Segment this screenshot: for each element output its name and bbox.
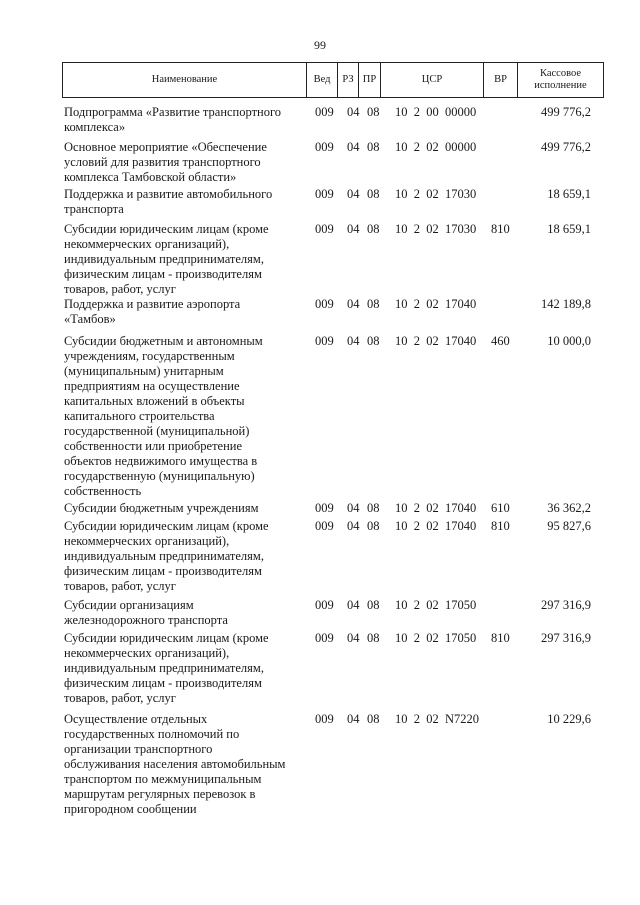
row-vr: 460 xyxy=(491,334,510,348)
row-ved: 009 xyxy=(315,297,334,311)
row-name: Субсидии юридическим лицам (кроме некоммерческих организаций), индивидуальным предпринимателям, физическим лицам - производителям товаров, работ, услуг xyxy=(64,519,269,593)
row-rz: 04 xyxy=(347,297,360,311)
header-rz: РЗ xyxy=(338,63,359,98)
row-ved: 009 xyxy=(315,631,334,645)
row-csr: 10 2 02 N7220 xyxy=(395,712,480,726)
row-pr: 08 xyxy=(367,140,380,154)
header-sum-line2: исполнение xyxy=(534,80,587,91)
row-csr: 10 2 02 00000 xyxy=(395,140,477,154)
row-name: Подпрограмма «Развитие транспортного комплекса» xyxy=(64,105,282,134)
row-sum: 297 316,9 xyxy=(541,598,591,612)
row-pr: 08 xyxy=(367,222,380,236)
row-ved: 009 xyxy=(315,712,334,726)
row-rz: 04 xyxy=(347,187,360,201)
row-csr: 10 2 02 17040 xyxy=(395,501,477,515)
row-rz: 04 xyxy=(347,140,360,154)
row-ved: 009 xyxy=(315,222,334,236)
row-sum: 10 000,0 xyxy=(547,334,591,348)
row-pr: 08 xyxy=(367,334,380,348)
row-sum: 10 229,6 xyxy=(547,712,591,726)
row-name: Основное мероприятие «Обеспечение условий для развития транспортного комплекса Тамбовской области» xyxy=(64,140,267,184)
table-header xyxy=(62,62,604,98)
row-vr: 810 xyxy=(491,519,510,533)
row-name: Субсидии юридическим лицам (кроме некоммерческих организаций), индивидуальным предпринимателям, физическим лицам - производителям товаров, работ, услуг xyxy=(64,222,269,296)
row-name: Субсидии организациям железнодорожного транспорта xyxy=(64,598,228,627)
row-pr: 08 xyxy=(367,501,380,515)
row-rz: 04 xyxy=(347,501,360,515)
row-csr: 10 2 02 17040 xyxy=(395,334,477,348)
header-csr: ЦСР xyxy=(381,63,484,98)
row-sum: 297 316,9 xyxy=(541,631,591,645)
row-rz: 04 xyxy=(347,631,360,645)
row-name: Поддержка и развитие автомобильного транспорта xyxy=(64,187,273,216)
row-rz: 04 xyxy=(347,105,360,119)
row-csr: 10 2 02 17040 xyxy=(395,297,477,311)
row-csr: 10 2 02 17050 xyxy=(395,631,477,645)
row-sum: 499 776,2 xyxy=(541,105,591,119)
page-number: 99 xyxy=(314,38,326,52)
row-ved: 009 xyxy=(315,105,334,119)
row-name: Субсидии бюджетным и автономным учреждениям, государственным (муниципальным) унитарным предприятиям на осуществление капитальных вложений в объекты капитального строительства государственной (муниципальной) собственности или приобретение объектов недвижимого имущества в государственную (муниципальную) собственность xyxy=(64,334,263,498)
row-rz: 04 xyxy=(347,222,360,236)
row-vr: 810 xyxy=(491,631,510,645)
row-ved: 009 xyxy=(315,187,334,201)
row-rz: 04 xyxy=(347,712,360,726)
row-csr: 10 2 02 17040 xyxy=(395,519,477,533)
header-vr: ВР xyxy=(484,63,518,98)
row-name: Поддержка и развитие аэропорта «Тамбов» xyxy=(64,297,241,326)
row-rz: 04 xyxy=(347,334,360,348)
header-pr: ПР xyxy=(359,63,381,98)
row-ved: 009 xyxy=(315,140,334,154)
row-csr: 10 2 02 17030 xyxy=(395,222,477,236)
row-rz: 04 xyxy=(347,519,360,533)
row-name: Субсидии бюджетным учреждениям xyxy=(64,501,259,515)
row-name: Осуществление отдельных государственных полномочий по организации транспортного обслуживания населения автомобильным транспортом по межмуниципальным маршрутам регулярных перевозок в пригородном сообщении xyxy=(64,712,286,816)
row-vr: 810 xyxy=(491,222,510,236)
header-sum-line1: Кассовое xyxy=(539,68,582,79)
row-ved: 009 xyxy=(315,334,334,348)
row-sum: 18 659,1 xyxy=(547,187,591,201)
row-pr: 08 xyxy=(367,631,380,645)
row-csr: 10 2 00 00000 xyxy=(395,105,477,119)
row-sum: 36 362,2 xyxy=(547,501,591,515)
header-sum xyxy=(518,63,604,98)
row-ved: 009 xyxy=(315,501,334,515)
row-pr: 08 xyxy=(367,297,380,311)
row-pr: 08 xyxy=(367,187,380,201)
row-csr: 10 2 02 17050 xyxy=(395,598,477,612)
row-pr: 08 xyxy=(367,105,380,119)
row-sum: 142 189,8 xyxy=(541,297,591,311)
row-pr: 08 xyxy=(367,598,380,612)
row-sum: 18 659,1 xyxy=(547,222,591,236)
row-rz: 04 xyxy=(347,598,360,612)
header-name: Наименование xyxy=(63,63,307,98)
row-pr: 08 xyxy=(367,519,380,533)
row-sum: 499 776,2 xyxy=(541,140,591,154)
row-vr: 610 xyxy=(491,501,510,515)
row-sum: 95 827,6 xyxy=(547,519,591,533)
row-ved: 009 xyxy=(315,519,334,533)
row-name: Субсидии юридическим лицам (кроме некоммерческих организаций), индивидуальным предпринимателям, физическим лицам - производителям товаров, работ, услуг xyxy=(64,631,269,705)
row-csr: 10 2 02 17030 xyxy=(395,187,477,201)
header-ved: Вед xyxy=(307,63,338,98)
row-ved: 009 xyxy=(315,598,334,612)
row-pr: 08 xyxy=(367,712,380,726)
